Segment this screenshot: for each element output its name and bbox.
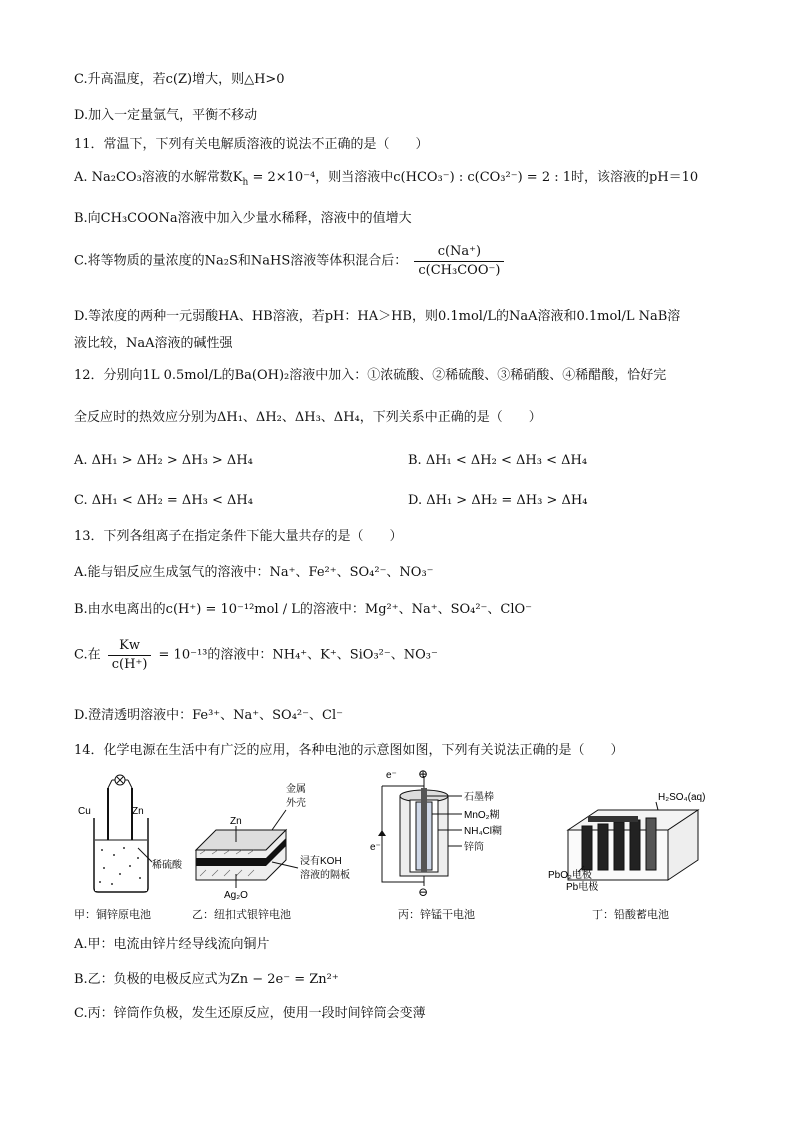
- q13c-denominator: c(H⁺): [111, 656, 148, 672]
- q13c-rest: = 10⁻¹³的溶液中：NH₄⁺、K⁺、SiO₃²⁻、NO₃⁻: [158, 647, 438, 663]
- q11c-numerator: c(Na⁺): [414, 244, 504, 262]
- bing-zinc-label: 锌筒: [464, 842, 484, 853]
- question-13: 13．下列各组离子在指定条件下能大量共存的是（ ）: [74, 529, 403, 544]
- ding-acid-label: H₂SO₄(aq): [658, 792, 706, 803]
- bing-electron-top: e⁻: [386, 770, 397, 781]
- q13c-prefix: C.在: [74, 647, 101, 663]
- bing-plus-terminal: ⊕: [418, 770, 429, 781]
- line-d10: D.加入一定量氩气，平衡不移动: [74, 108, 258, 123]
- bing-nh4cl-label: NH₄Cl糊: [464, 826, 502, 837]
- figure-ding-caption: 丁：铅酸蓄电池: [592, 908, 669, 921]
- q13c-fraction: [108, 638, 152, 672]
- q11-option-d-line2: 液比较，NaA溶液的碱性强: [74, 336, 233, 351]
- yi-shell-label-1: 金属: [286, 784, 306, 795]
- q12-option-d: D. ΔH₁ > ΔH₂ = ΔH₃ > ΔH₄: [408, 493, 588, 508]
- q14-option-b: B.乙：负极的电极反应式为Zn − 2e⁻ = Zn²⁺: [74, 972, 339, 987]
- q12-option-a: A. ΔH₁ > ΔH₂ > ΔH₃ > ΔH₄: [74, 453, 253, 468]
- yi-ag2o-label: Ag₂O: [224, 890, 248, 900]
- jia-acid-label: 稀硫酸: [152, 860, 182, 871]
- q11-option-a: [74, 170, 698, 188]
- q11a-sub: h: [242, 177, 249, 188]
- q11-option-d-line1: D.等浓度的两种一元弱酸HA、HB溶液，若pH：HA＞HB，则0.1mol/L的NaA溶液和0.1mol/L NaB溶: [74, 309, 681, 324]
- q13c-numerator: Kw: [108, 638, 152, 656]
- yi-separator-label-1: 浸有KOH: [300, 856, 342, 867]
- yi-shell-label-2: 外壳: [286, 798, 306, 809]
- bing-mno2-label: MnO₂糊: [464, 810, 500, 821]
- q14-option-a: A.甲：电流由锌片经导线流向铜片: [74, 937, 270, 952]
- figure-yi-caption: 乙：纽扣式银锌电池: [192, 908, 291, 921]
- q13-option-a: A.能与铝反应生成氢气的溶液中：Na⁺、Fe²⁺、SO₄²⁻、NO₃⁻: [74, 565, 434, 580]
- question-12-line2: 全反应时的热效应分别为ΔH₁、ΔH₂、ΔH₃、ΔH₄，下列关系中正确的是（ ）: [74, 410, 542, 425]
- bing-electron-left: e⁻: [370, 842, 381, 853]
- line-c10: C.升高温度，若c(Z)增大，则△H>0: [74, 72, 285, 87]
- figure-bing-caption: 丙：锌锰干电池: [398, 908, 475, 921]
- question-11: 11．常温下，下列有关电解质溶液的说法不正确的是（ ）: [74, 137, 429, 152]
- bing-minus-terminal: ⊖: [418, 885, 429, 899]
- q11a-rest: = 2×10⁻⁴，则当溶液中c(HCO₃⁻) : c(CO₃²⁻) = 2 : 1时，该溶液的pH＝10: [248, 170, 699, 185]
- q14-option-c: C.丙：锌筒作负极，发生还原反应，使用一段时间锌筒会变薄: [74, 1006, 426, 1021]
- q13-option-c: [74, 638, 438, 672]
- q11c-fraction: [414, 244, 504, 278]
- jia-cu-label: Cu: [78, 806, 91, 817]
- figure-jia-caption: 甲：铜锌原电池: [74, 908, 151, 921]
- q11c-prefix: C.将等物质的量浓度的Na₂S和NaHS溶液等体积混合后：: [74, 253, 408, 269]
- figure-ding-lead-acid: [548, 770, 728, 900]
- yi-separator-label-2: 溶液的隔板: [300, 870, 350, 881]
- figure-bing-dry-cell: [370, 770, 540, 900]
- bing-graphite-label: 石墨棒: [464, 792, 494, 803]
- q11c-denominator: c(CH₃COO⁻): [418, 262, 501, 278]
- question-14: 14．化学电源在生活中有广泛的应用，各种电池的示意图如图，下列有关说法正确的是（ ）: [74, 743, 624, 758]
- ding-pb-label: Pb电极: [566, 882, 599, 893]
- figure-jia-cu-zn-cell: [74, 770, 184, 900]
- q13-option-b: B.由水电离出的c(H⁺) = 10⁻¹²mol / L的溶液中：Mg²⁺、Na⁺、SO₄²⁻、ClO⁻: [74, 602, 533, 617]
- jia-zn-label: Zn: [132, 806, 144, 817]
- question-12-line1: 12．分别向1L 0.5mol/L的Ba(OH)₂溶液中加入：①浓硫酸、②稀硫酸、③稀硝酸、④稀醋酸，恰好完: [74, 368, 667, 383]
- q11a-prefix: A. Na₂CO₃溶液的水解常数K: [74, 170, 243, 185]
- q11-option-b: B.向CH₃COONa溶液中加入少量水稀释，溶液中的值增大: [74, 211, 412, 226]
- q12-option-c: C. ΔH₁ < ΔH₂ = ΔH₃ < ΔH₄: [74, 493, 253, 508]
- ding-pbo2-label: PbO₂电极: [548, 870, 592, 881]
- yi-zn-label: Zn: [230, 816, 242, 827]
- q12-option-b: B. ΔH₁ < ΔH₂ < ΔH₃ < ΔH₄: [408, 453, 588, 468]
- figure-yi-button-cell: [186, 770, 356, 900]
- q11-option-c: [74, 244, 507, 278]
- q13-option-d: D.澄清透明溶液中：Fe³⁺、Na⁺、SO₄²⁻、Cl⁻: [74, 708, 343, 723]
